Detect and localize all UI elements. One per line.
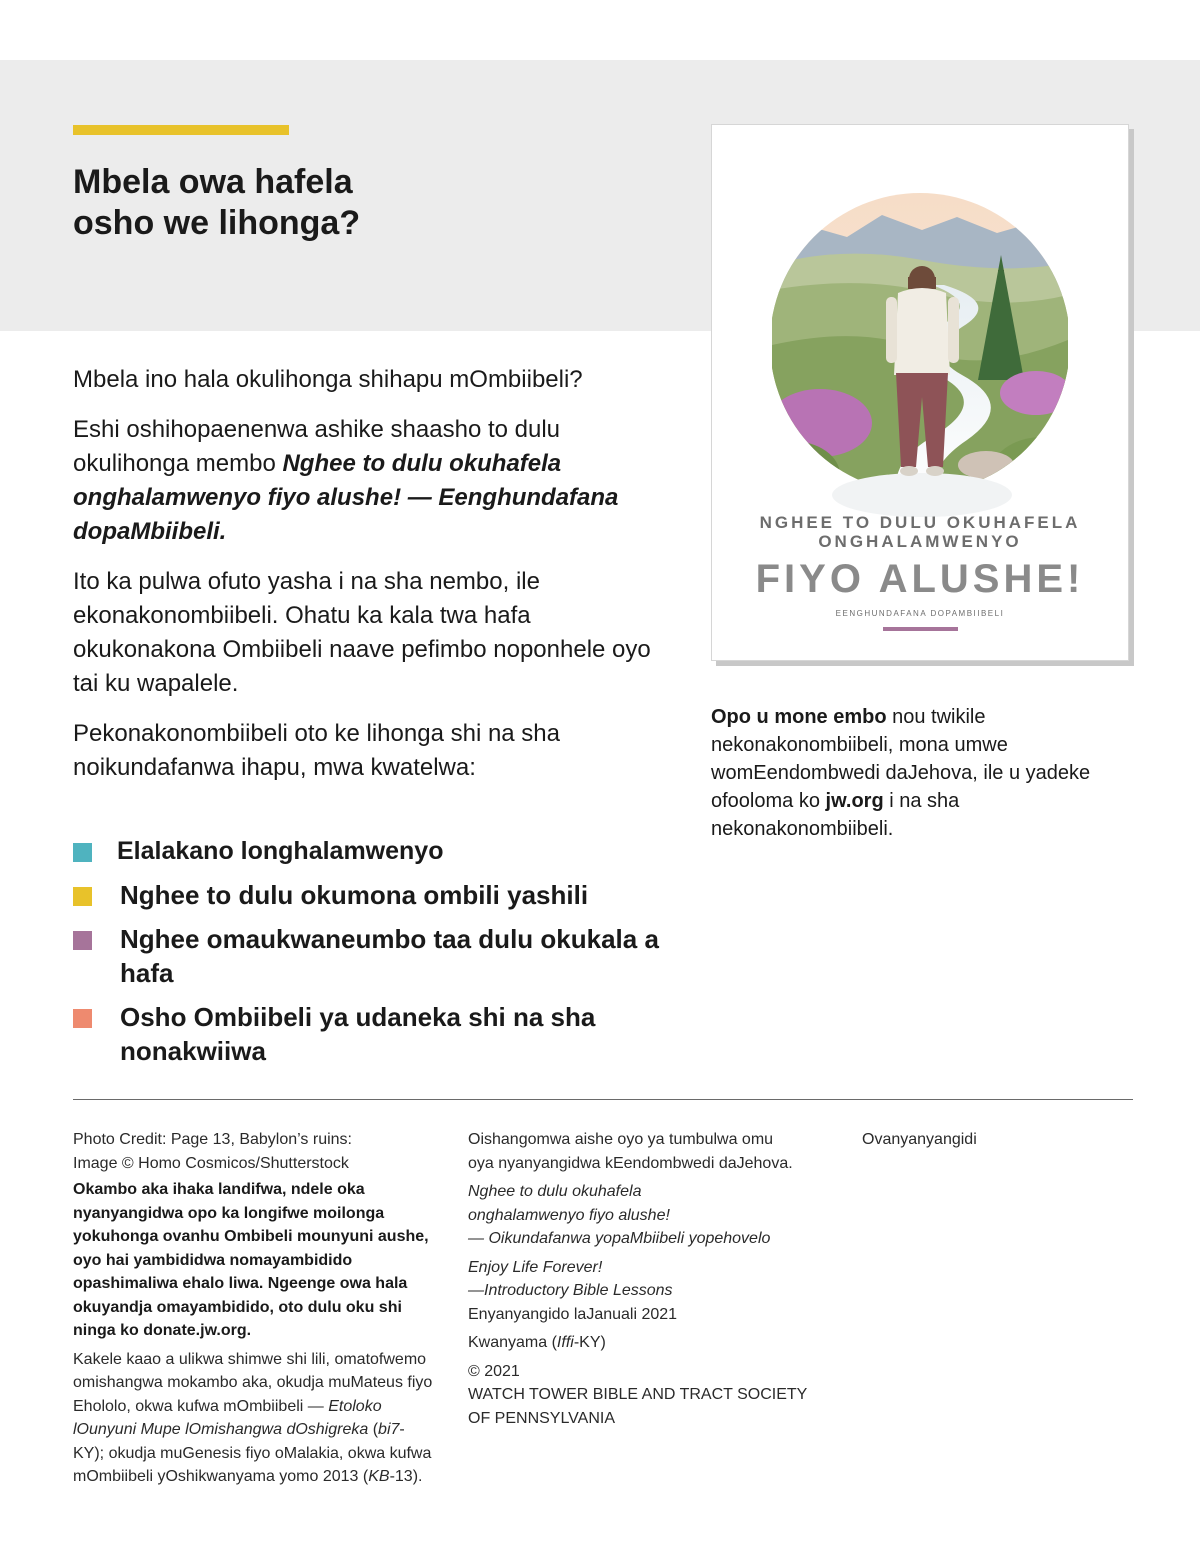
scripture-note — [73, 1348, 433, 1489]
publisher-note-line-1: Oishangomwa aishe oyo ya tumbulwa omu — [468, 1131, 774, 1148]
scripture-note-text: Kakele kaao a ulikwa shimwe shi lili, omatofwemo omishangwa mokambo aka, okudja muMateus fiyo Ehololo, okwa kufwa mOmbiibeli — — [73, 1350, 433, 1415]
topic-item — [73, 878, 673, 912]
book-title-line-1: Nghee to dulu okuhafela — [468, 1183, 642, 1200]
request-note-lead: Opo u mone embo — [711, 706, 887, 728]
intro-text — [73, 363, 673, 801]
topic-text: Osho Ombiibeli ya udaneka shi na sha nonakwiiwa — [120, 1002, 596, 1066]
copyright — [468, 1360, 838, 1431]
book-title-line-3: — Oikundafanwa yopaMbiibeli yopehovelo — [468, 1230, 771, 1247]
bullet-square-icon — [73, 887, 92, 906]
cover-accent-line — [883, 627, 958, 631]
jw-org-link[interactable]: jw.org — [825, 790, 884, 812]
scripture-code-1: bi7 — [378, 1421, 400, 1438]
printer-label: Ovanyanyangidi — [862, 1131, 977, 1148]
scripture-code-2: KB — [368, 1468, 390, 1485]
cover-series: EENGHUNDAFANA DOPAMBIIBELI — [835, 609, 1005, 618]
edition-date: Enyanyangido laJanuali 2021 — [468, 1305, 678, 1323]
photo-credit-line-1: Photo Credit: Page 13, Babylon’s ruins: — [73, 1131, 352, 1148]
footer-column-3 — [862, 1128, 1112, 1157]
intro-question: Mbela ino hala okulihonga shihapu mOmbiibeli? — [73, 366, 583, 393]
scripture-note-text: -13). — [389, 1468, 423, 1485]
publisher-note-line-2: oya nyanyangidwa kEendombwedi daJehova. — [468, 1154, 793, 1172]
language-symbol: Iffi — [556, 1334, 574, 1351]
bullet-square-icon — [73, 1009, 92, 1028]
footer-column-2 — [468, 1128, 838, 1435]
intro-book-text: Eshi oshihopaenenwa ashike shaasho to dulu okulihonga membo — [73, 416, 561, 477]
footer-column-1 — [73, 1128, 433, 1494]
topic-list — [73, 834, 673, 1078]
request-note — [711, 703, 1131, 843]
intro-free-study: Ito ka pulwa ofuto yasha i na sha nembo, ile ekonakonombiibeli. Ohatu ka kala twa hafa okukonakona Ombiibeli naave pefimbo noponhele oyo tai ku wapalele. — [73, 568, 651, 697]
topic-item — [73, 1000, 673, 1068]
cover-subtitle-line-2: ONGHALAMWENYO — [818, 532, 1022, 551]
intro-topics-lead: Pekonakonombiibeli oto ke lihonga shi na sha noikundafanwa ihapu, mwa kwatelwa: — [73, 720, 560, 781]
topic-text: Elalakano longhalamwenyo — [117, 837, 444, 865]
book-cover — [711, 124, 1129, 661]
language-name: Kwanyama ( — [468, 1334, 557, 1351]
topic-item — [73, 834, 673, 868]
donation-note: Okambo aka ihaka landifwa, ndele oka nyanyangidwa opo ka longifwe moilonga yokuhonga ovanhu Ombibeli mounyuni aushe, oyo hai yambididwa nomayambidido opashimaliwa ehalo liwa. Ngeenge owa hala okuyandja omayambidido, oto dulu oku shi ninga ko donate.jw.org. — [73, 1181, 429, 1339]
page-title-line-2: osho we lihonga? — [73, 204, 361, 242]
accent-bar — [73, 125, 289, 135]
photo-credit-line-2: Image © Homo Cosmicos/Shutterstock — [73, 1154, 349, 1172]
copyright-line-1: © 2021 — [468, 1362, 520, 1380]
request-note-text-end: i na sha nekonakonombiibeli. — [711, 790, 960, 840]
photo-credit — [73, 1128, 433, 1175]
footer-divider — [73, 1099, 1133, 1100]
topic-text: Nghee to dulu okumona ombili yashili — [120, 880, 589, 910]
page-title-line-1: Mbela owa hafela — [73, 163, 353, 201]
language-code — [468, 1331, 838, 1355]
book-title-english — [468, 1256, 838, 1327]
publisher-note — [468, 1128, 838, 1175]
intro-book-paragraph — [73, 413, 673, 549]
cover-title: FIYO ALUSHE! — [755, 557, 1085, 601]
cover-subtitle — [712, 513, 1128, 551]
page-title — [73, 162, 633, 244]
scripture-source-1: Etoloko lOunyuni Mupe lOmishangwa dOshigreka — [73, 1397, 382, 1438]
english-title-line-2: —Introductory Bible Lessons — [468, 1282, 673, 1299]
copyright-line-3: OF PENNSYLVANIA — [468, 1409, 615, 1427]
language-suffix: -KY) — [573, 1334, 606, 1351]
topic-text: Nghee omaukwaneumbo taa dulu okukala a hafa — [120, 924, 659, 988]
cover-subtitle-line-1: NGHEE TO DULU OKUHAFELA — [759, 513, 1081, 532]
bullet-square-icon — [73, 843, 92, 862]
english-title-line-1: Enjoy Life Forever! — [468, 1258, 603, 1276]
book-title-line-2: onghalamwenyo fiyo alushe! — [468, 1206, 670, 1224]
request-note-text: nou twikile nekonakonombiibeli, mona umwe womEendombwedi daJehova, ile u yadeke ofooloma ko — [711, 706, 1091, 812]
copyright-line-2: WATCH TOWER BIBLE AND TRACT SOCIETY — [468, 1386, 808, 1403]
topic-item — [73, 922, 673, 990]
bullet-square-icon — [73, 931, 92, 950]
book-title: Nghee to dulu okuhafela onghalamwenyo fiyo alushe! — Eenghundafana dopaMbiibeli. — [73, 450, 619, 545]
scripture-note-text: ( — [368, 1421, 379, 1438]
scripture-note-text: -KY); okudja muGenesis fiyo oMalakia, okwa kufwa mOmbiibeli yOshikwanyama yomo 2013 ( — [73, 1421, 432, 1485]
book-title-kwanyama — [468, 1180, 838, 1251]
